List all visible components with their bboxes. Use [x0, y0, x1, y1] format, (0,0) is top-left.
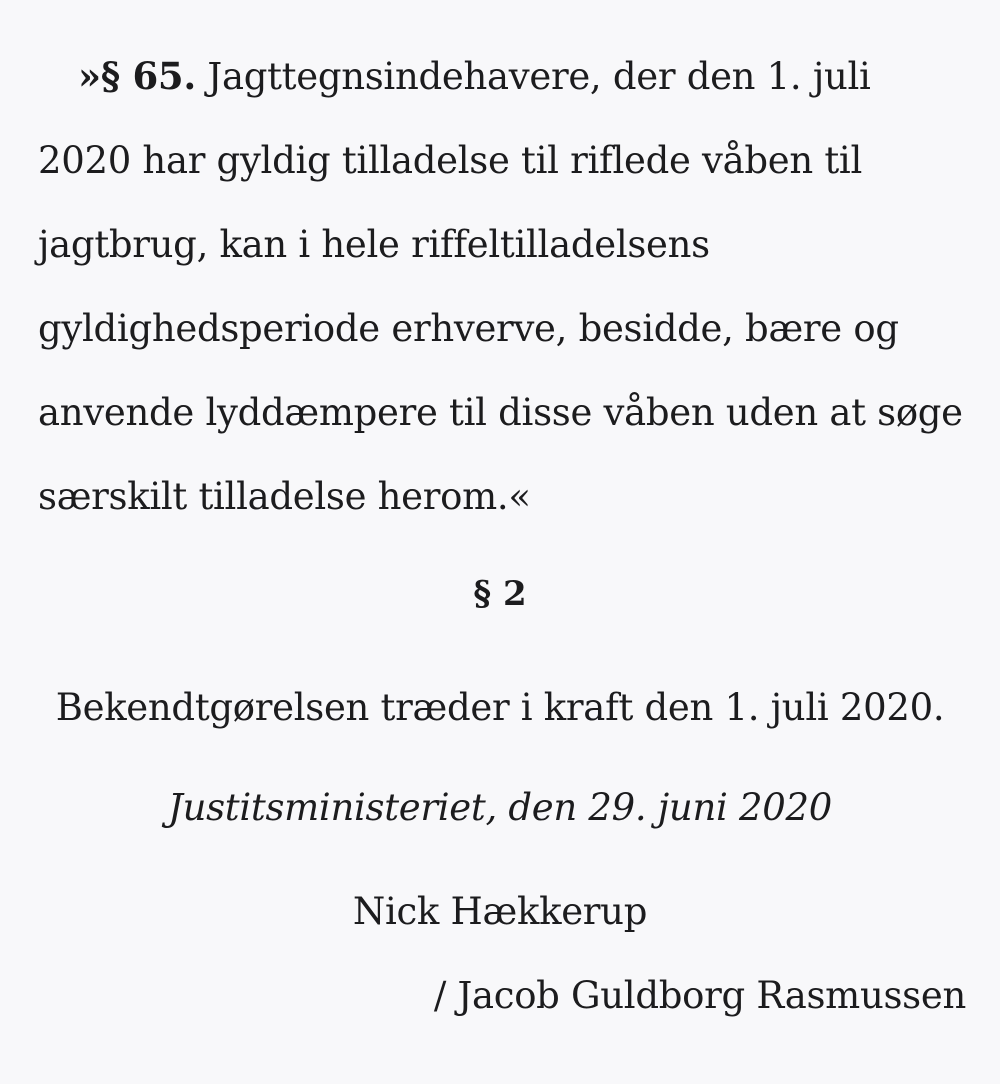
effective-date-text: Bekendtgørelsen træder i kraft den 1. juli 2020. [55, 686, 945, 729]
section-heading: § 2 [473, 574, 527, 614]
paragraph-text: Jagttegnsindehavere, der den 1. juli 2020 har gyldig tilladelse til riflede våben til jagtbrug, kan i hele riffeltilladelsens gyldighedsperiode erhverve, besidde, bære og anvende lyddæmpere til disse våben uden at søge særskilt tilladelse herom.« [38, 55, 963, 518]
cosigner-name: / Jacob Guldborg Rasmussen [433, 974, 966, 1017]
amendment-paragraph [38, 34, 968, 539]
signer-name: Nick Hækkerup [352, 890, 648, 933]
paragraph-number: »§ 65. [78, 54, 196, 98]
place-and-date: Justitsministeriet, den 29. juni 2020 [168, 786, 832, 829]
